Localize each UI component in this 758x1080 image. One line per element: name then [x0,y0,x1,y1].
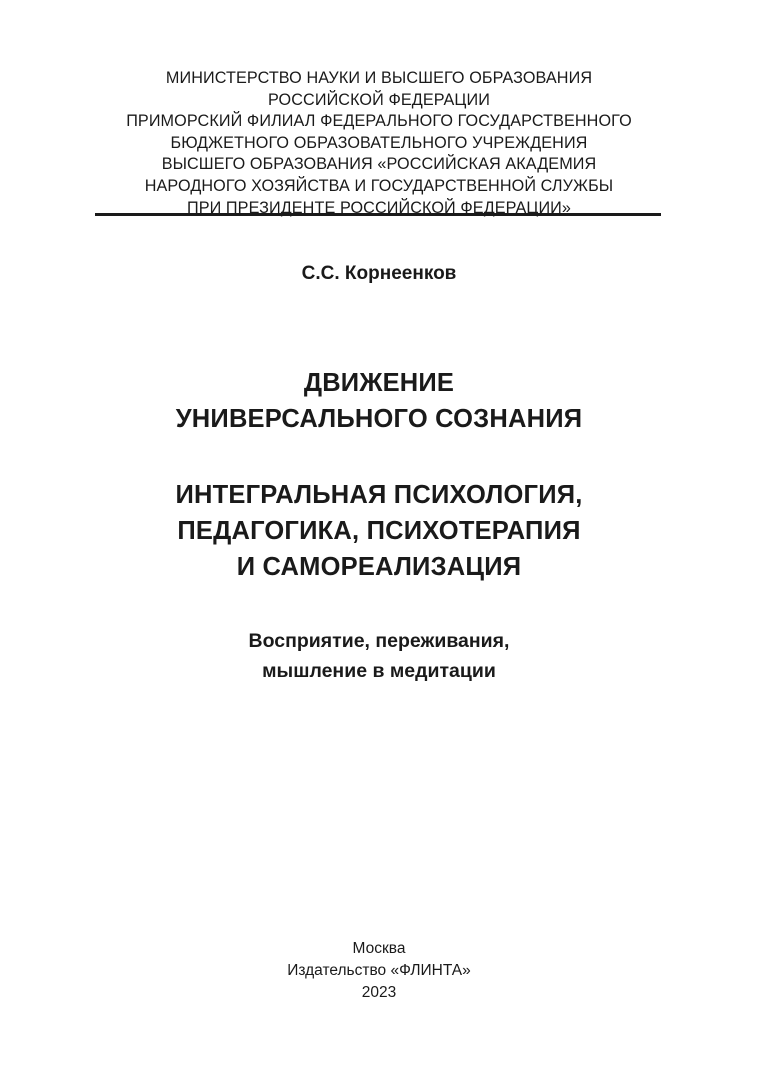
book-subtitle-heading [0,477,758,585]
institution-line: РОССИЙСКОЙ ФЕДЕРАЦИИ [268,90,490,109]
institution-line: БЮДЖЕТНОГО ОБРАЗОВАТЕЛЬНОГО УЧРЕЖДЕНИЯ [170,133,588,152]
author-name: С.С. Корнеенков [301,263,457,284]
institution-line: НАРОДНОГО ХОЗЯЙСТВА И ГОСУДАРСТВЕННОЙ СЛУЖБЫ [144,176,614,195]
subtitle-line: Восприятие, переживания, [248,630,510,652]
institution-line: МИНИСТЕРСТВО НАУКИ И ВЫСШЕГО ОБРАЗОВАНИЯ [165,69,593,87]
book-subtitle-line: И САМОРЕАЛИЗАЦИЯ [236,553,522,581]
institution-line: ПРИМОРСКИЙ ФИЛИАЛ ФЕДЕРАЛЬНОГО ГОСУДАРСТВЕННОГО [126,112,632,131]
subtitle-line: мышление в медитации [262,660,496,682]
book-subtitle [0,626,758,686]
imprint-publisher: Издательство «ФЛИНТА» [287,962,471,979]
book-title-line: ДВИЖЕНИЕ [303,369,455,397]
header-divider [95,213,661,216]
imprint-city: Москва [352,940,406,957]
book-title-line: УНИВЕРСАЛЬНОГО СОЗНАНИЯ [175,405,583,433]
book-subtitle-line: ПЕДАГОГИКА, ПСИХОТЕРАПИЯ [177,517,581,545]
imprint-year: 2023 [361,984,397,1001]
institution-line: ВЫСШЕГО ОБРАЗОВАНИЯ «РОССИЙСКАЯ АКАДЕМИЯ [161,155,597,174]
book-subtitle-line: ИНТЕГРАЛЬНАЯ ПСИХОЛОГИЯ, [175,481,583,509]
institution-header [0,68,758,219]
institution-line: ПРИ ПРЕЗИДЕНТЕ РОССИЙСКОЙ ФЕДЕРАЦИИ» [186,198,572,217]
book-title [0,365,758,437]
imprint [0,938,758,1004]
